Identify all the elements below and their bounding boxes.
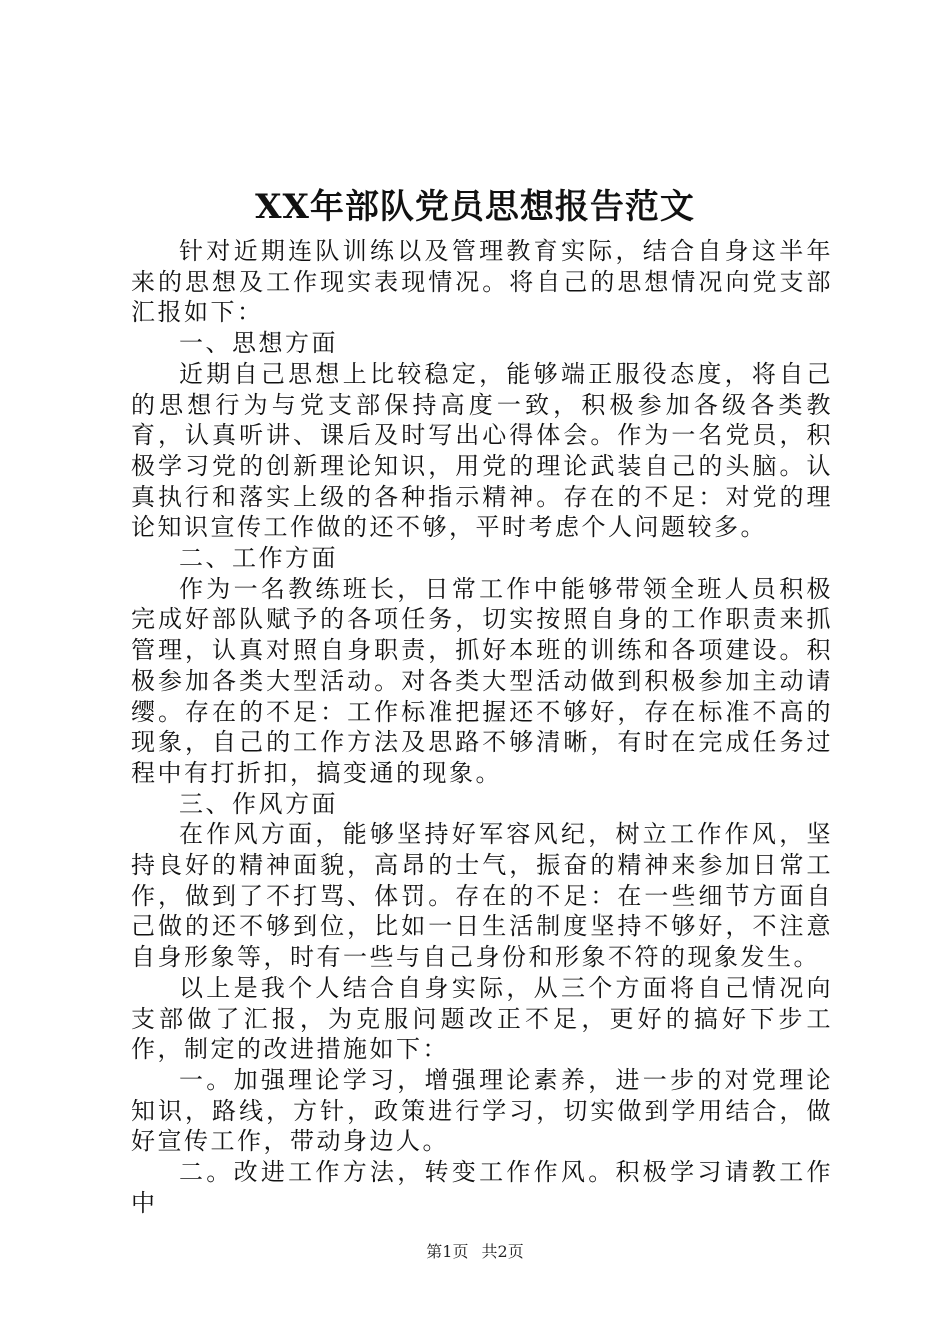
paragraph-measure-1: 一。加强理论学习，增强理论素养，进一步的对党理论知识，路线，方针，政策进行学习，切实做到学用结合，做好宣传工作，带动身边人。 xyxy=(131,1065,833,1156)
paragraph-intro: 针对近期连队训练以及管理教育实际，结合自身这半年来的思想及工作现实表现情况。将自己的思想情况向党支部汇报如下： xyxy=(131,237,833,327)
paragraph-thought: 近期自己思想上比较稳定，能够端正服役态度，将自己的思想行为与党支部保持高度一致，积极参加各级各类教育，认真听讲、课后及时写出心得体会。作为一名党员，积极学习党的创新理论知识，用党的理论武装自己的头脑。认真执行和落实上级的各种指示精神。存在的不足：对党的理论知识宣传工作做的还不够，平时考虑个人问题较多。 xyxy=(131,359,833,542)
page-number: 第1页 xyxy=(426,1242,469,1261)
document-title: XX年部队党员思想报告范文 xyxy=(255,187,695,227)
paragraph-style: 在作风方面，能够坚持好军容风纪，树立工作作风，坚持良好的精神面貌，高昂的士气，振奋的精神来参加日常工作，做到了不打骂、体罚。存在的不足：在一些细节方面自己做的还不够到位，比如一日生活制度坚持不够好，不注意自身形象等，时有一些与自己身份和形象不符的现象发生。 xyxy=(131,820,833,972)
paragraph-summary: 以上是我个人结合自身实际，从三个方面将自己情况向支部做了汇报，为克服问题改正不足，更好的搞好下步工作，制定的改进措施如下： xyxy=(131,973,833,1064)
page-footer xyxy=(0,1241,950,1263)
section-heading-thought: 一、思想方面 xyxy=(179,329,338,358)
section-heading-style: 三、作风方面 xyxy=(179,789,338,818)
paragraph-work: 作为一名教练班长，日常工作中能够带领全班人员积极完成好部队赋予的各项任务，切实按照自身的工作职责来抓管理，认真对照自身职责，抓好本班的训练和各项建设。积极参加各类大型活动。对各类大型活动做到积极参加主动请缨。存在的不足：工作标准把握还不够好，存在标准不高的现象，自己的工作方法及思路不够清晰，有时在完成任务过程中有打折扣，搞变通的现象。 xyxy=(131,574,833,787)
section-heading-work: 二、工作方面 xyxy=(179,544,338,573)
document-body xyxy=(131,236,833,1219)
page-total: 共2页 xyxy=(481,1242,524,1261)
paragraph-measure-2: 二。改进工作方法，转变工作作风。积极学习请教工作中 xyxy=(131,1158,833,1217)
